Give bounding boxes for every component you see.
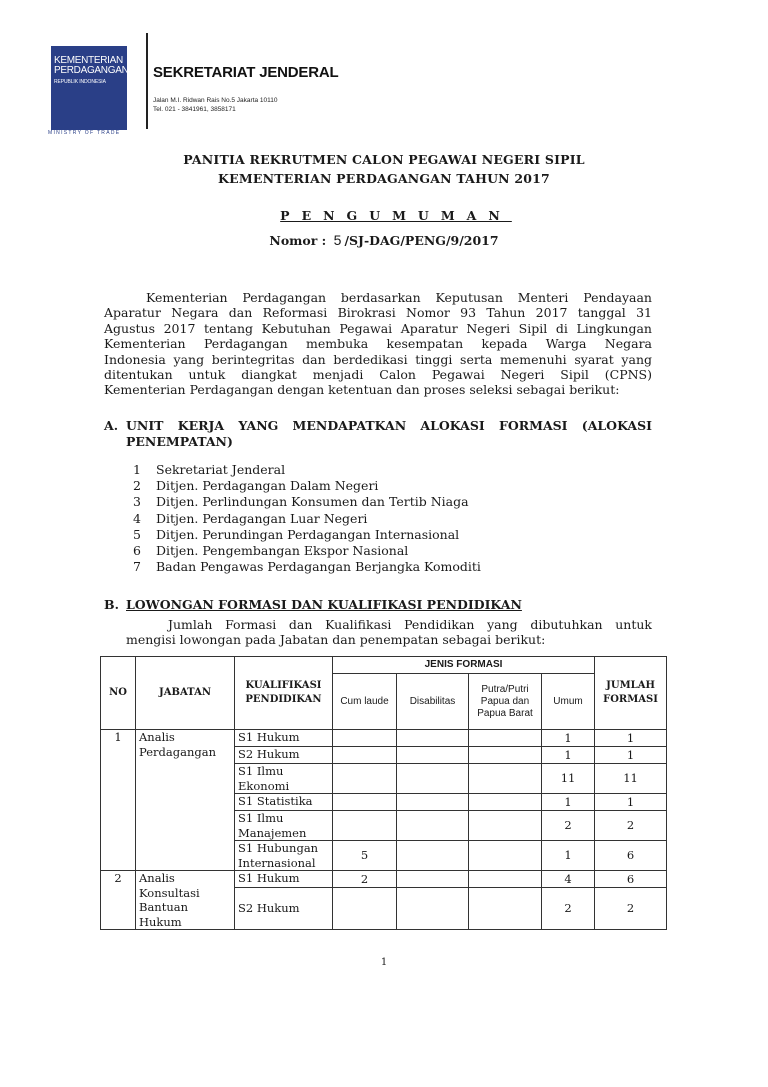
cell-jumlah: 2 bbox=[595, 888, 667, 930]
cell-cum-laude bbox=[333, 811, 397, 841]
cell-jumlah: 1 bbox=[595, 794, 667, 811]
cell-umum: 11 bbox=[542, 764, 595, 794]
cell-disabilitas bbox=[397, 794, 469, 811]
row-no: 2 bbox=[101, 871, 136, 930]
org-title: SEKRETARIAT JENDERAL bbox=[153, 64, 339, 81]
section-a-letter: A. bbox=[104, 418, 119, 433]
row-kualifikasi: S1 Hukum bbox=[235, 871, 333, 888]
cell-disabilitas bbox=[397, 871, 469, 888]
header-umum: Umum bbox=[542, 674, 595, 730]
row-kualifikasi: S2 Hukum bbox=[235, 888, 333, 930]
cell-jumlah: 1 bbox=[595, 747, 667, 764]
cell-umum: 1 bbox=[542, 747, 595, 764]
cell-cum-laude bbox=[333, 888, 397, 930]
list-item: 1 Sekretariat Jenderal bbox=[133, 462, 286, 477]
cell-papua bbox=[469, 811, 542, 841]
cell-jumlah: 2 bbox=[595, 811, 667, 841]
row-jabatan: Analis Konsultasi Bantuan Hukum bbox=[136, 871, 235, 930]
row-kualifikasi: S1 Statistika bbox=[235, 794, 333, 811]
cell-cum-laude: 5 bbox=[333, 841, 397, 871]
list-item: 3 Ditjen. Perlindungan Konsumen dan Tertib Niaga bbox=[133, 494, 469, 510]
logo-tagline: MINISTRY OF TRADE bbox=[48, 130, 121, 136]
section-b-paragraph: Jumlah Formasi dan Kualifikasi Pendidikan yang dibutuhkan untuk mengisi lowongan pada Jabatan dan penempatan sebagai berikut: bbox=[126, 617, 652, 648]
section-b-letter: B. bbox=[104, 597, 119, 612]
address-line: Jalan M.I. Ridwan Rais No.5 Jakarta 10110 bbox=[153, 97, 278, 104]
table-row bbox=[101, 871, 667, 888]
cell-jumlah: 6 bbox=[595, 841, 667, 871]
table-row bbox=[101, 730, 667, 747]
row-kualifikasi: S2 Hukum bbox=[235, 747, 333, 764]
announcement-number: Nomor : 5 /SJ-DAG/PENG/9/2017 bbox=[269, 232, 499, 248]
cell-disabilitas bbox=[397, 841, 469, 871]
cell-papua bbox=[469, 747, 542, 764]
unit-list bbox=[133, 462, 481, 575]
header-divider bbox=[146, 33, 148, 129]
cell-disabilitas bbox=[397, 730, 469, 747]
intro-paragraph: Kementerian Perdagangan berdasarkan Keputusan Menteri Pendayaan Aparatur Negara dan Reformasi Birokrasi Nomor 93 Tahun 2017 tanggal 31 Agustus 2017 tentang Kebutuhan Pegawai Aparatur Negeri Sipil di Lingkungan Kementerian Perdagangan membuka kesempatan kepada Warga Negara Indonesia yang berintegritas dan berdedikasi tinggi serta memenuhi syarat yang ditentukan untuk diangkat menjadi Calon Pegawai Negeri Sipil (CPNS) Kementerian Perdagangan dengan ketentuan dan proses seleksi sebagai berikut: bbox=[104, 290, 652, 398]
cell-papua bbox=[469, 841, 542, 871]
header-jumlah: JUMLAH FORMASI bbox=[595, 657, 667, 730]
cell-papua bbox=[469, 871, 542, 888]
cell-disabilitas bbox=[397, 811, 469, 841]
announcement-heading: PENGUMUMAN bbox=[280, 208, 512, 223]
row-kualifikasi: S1 Hubungan Internasional bbox=[235, 841, 333, 871]
cell-cum-laude bbox=[333, 794, 397, 811]
cell-umum: 4 bbox=[542, 871, 595, 888]
list-item: 6 Ditjen. Pengembangan Ekspor Nasional bbox=[133, 543, 409, 559]
cell-umum: 1 bbox=[542, 794, 595, 811]
row-kualifikasi: S1 Ilmu Ekonomi bbox=[235, 764, 333, 794]
ministry-logo bbox=[51, 46, 127, 130]
header-no: NO bbox=[101, 657, 136, 730]
header-cum-laude: Cum laude bbox=[333, 674, 397, 730]
cell-umum: 2 bbox=[542, 888, 595, 930]
list-item: 5 Ditjen. Perundingan Perdagangan Internasional bbox=[133, 526, 460, 542]
cell-disabilitas bbox=[397, 888, 469, 930]
cell-cum-laude: 2 bbox=[333, 871, 397, 888]
cell-disabilitas bbox=[397, 747, 469, 764]
cell-umum: 1 bbox=[542, 841, 595, 871]
cell-jumlah: 6 bbox=[595, 871, 667, 888]
header-jenis-formasi: JENIS FORMASI bbox=[333, 657, 595, 674]
cell-papua bbox=[469, 764, 542, 794]
logo-subtitle: REPUBLIK INDONESIA bbox=[54, 79, 106, 85]
ministry-title: KEMENTERIAN PERDAGANGAN TAHUN 2017 bbox=[218, 171, 550, 186]
cell-umum: 1 bbox=[542, 730, 595, 747]
cell-papua bbox=[469, 730, 542, 747]
cell-jumlah: 11 bbox=[595, 764, 667, 794]
list-item: 7 Badan Pengawas Perdagangan Berjangka Komoditi bbox=[133, 559, 481, 575]
header-papua: Putra/Putri Papua dan Papua Barat bbox=[469, 674, 542, 730]
section-a-title: UNIT KERJA YANG MENDAPATKAN ALOKASI FORMASI (ALOKASI PENEMPATAN) bbox=[126, 418, 652, 449]
list-item: 4 Ditjen. Perdagangan Luar Negeri bbox=[133, 510, 368, 526]
page-number: 1 bbox=[380, 957, 388, 968]
cell-cum-laude bbox=[333, 764, 397, 794]
row-no: 1 bbox=[101, 730, 136, 871]
cell-papua bbox=[469, 888, 542, 930]
row-jabatan: Analis Perdagangan bbox=[136, 730, 235, 871]
header-disabilitas: Disabilitas bbox=[397, 674, 469, 730]
cell-cum-laude bbox=[333, 730, 397, 747]
cell-disabilitas bbox=[397, 764, 469, 794]
phone-line: Tel. 021 - 3841961, 3858171 bbox=[153, 106, 236, 113]
cell-cum-laude bbox=[333, 747, 397, 764]
row-kualifikasi: S1 Ilmu Manajemen bbox=[235, 811, 333, 841]
section-b-title: LOWONGAN FORMASI DAN KUALIFIKASI PENDIDIKAN bbox=[126, 597, 522, 612]
header-jabatan: JABATAN bbox=[136, 657, 235, 730]
formation-table bbox=[100, 656, 667, 930]
cell-papua bbox=[469, 794, 542, 811]
logo-text: KEMENTERIAN PERDAGANGAN bbox=[54, 56, 128, 76]
cell-umum: 2 bbox=[542, 811, 595, 841]
row-kualifikasi: S1 Hukum bbox=[235, 730, 333, 747]
list-item: 2 Ditjen. Perdagangan Dalam Negeri bbox=[133, 478, 379, 494]
cell-jumlah: 1 bbox=[595, 730, 667, 747]
committee-title: PANITIA REKRUTMEN CALON PEGAWAI NEGERI SIPIL bbox=[183, 152, 585, 167]
header-kualifikasi: KUALIFIKASI PENDIDIKAN bbox=[235, 657, 333, 730]
